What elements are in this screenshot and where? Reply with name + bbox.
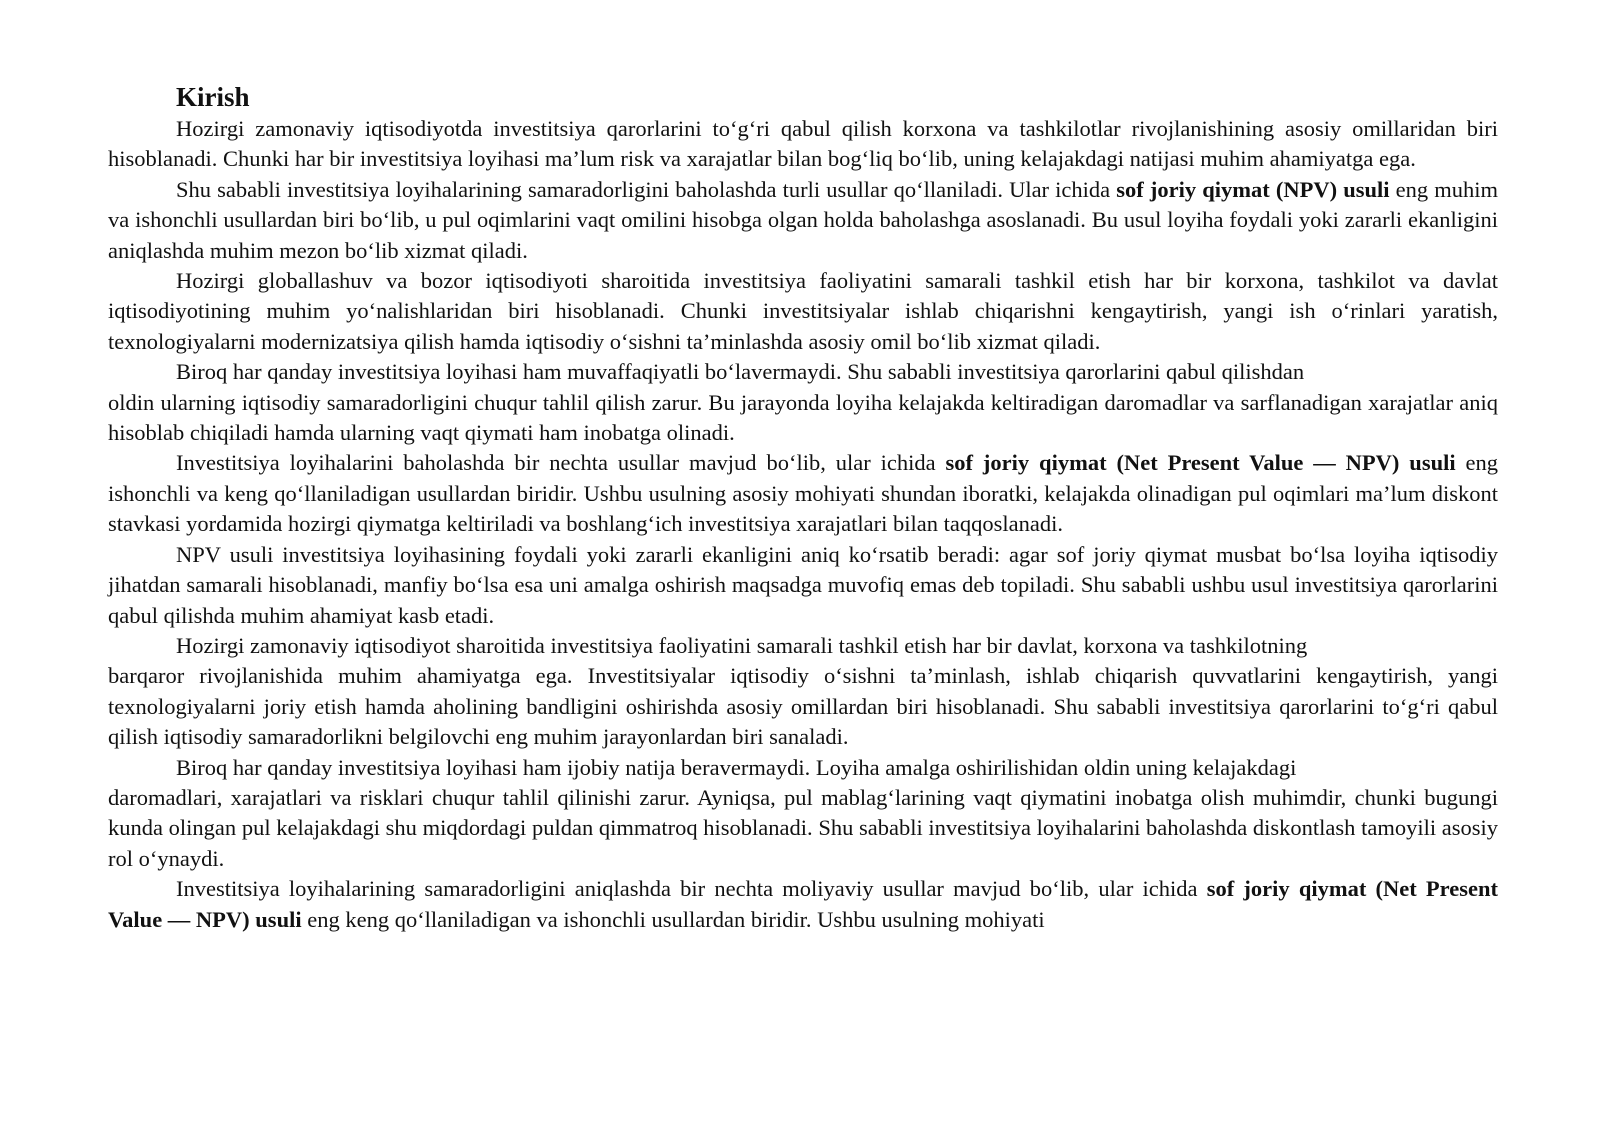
paragraph-9-text-b: eng keng qo‘llaniladigan va ishonchli usullardan biridir. Ushbu usulning mohiyati — [301, 906, 1045, 932]
paragraph-9-text-a: Investitsiya loyihalarining samaradorligini aniqlashda bir nechta moliyaviy usullar mavjud bo‘lib, ular ichida — [176, 876, 1207, 902]
paragraph-5-bold: sof joriy qiymat (Net Present Value — NPV) usuli — [945, 450, 1456, 476]
paragraph-2 — [108, 175, 1498, 266]
paragraph-4-rest: oldin ularning iqtisodiy samaradorligini chuqur tahlil qilish zarur. Bu jarayonda loyiha kelajakda keltiradigan daromadlar va sarflanadigan xarajatlar aniq hisoblab chiqiladi hamda ularning vaqt qiymati ham inobatga olinadi. — [108, 389, 1498, 446]
paragraph-7-rest: barqaror rivojlanishida muhim ahamiyatga ega. Investitsiyalar iqtisodiy o‘sishni ta’minlash, ishlab chiqarish quvvatlarini kengaytirish, yangi texnologiyalarni joriy etish hamda aholining bandligini oshirishda asosiy omillardan biri hisoblanadi. Shu sababli investitsiya qarorlarini to‘g‘ri qabul qilish iqtisodiy samaradorlikni belgilovchi eng muhim jarayonlardan biri sanaladi. — [108, 663, 1498, 750]
section-heading: Kirish — [176, 82, 250, 112]
paragraph-9 — [108, 874, 1498, 935]
paragraph-2-bold: sof joriy qiymat (NPV) usuli — [1116, 176, 1390, 202]
paragraph-2-text-b: eng muhim va ishonchli usullardan biri bo‘lib, u pul oqimlarini vaqt omilini hisobga olgan holda baholashga asoslanadi. Bu usul loyiha foydali yoki zararli ekanligini aniqlashda muhim mezon bo‘lib xizmat qiladi. — [108, 176, 1498, 263]
paragraph-5-text-a: Investitsiya loyihalarini baholashda bir nechta usullar mavjud bo‘lib, ular ichida — [176, 450, 946, 476]
paragraph-1: Hozirgi zamonaviy iqtisodiyotda investitsiya qarorlarini to‘g‘ri qabul qilish korxona va tashkilotlar rivojlanishining asosiy omillaridan biri hisoblanadi. Chunki har bir investitsiya loyihasi ma’lum risk va xarajatlar bilan bog‘liq bo‘lib, uning kelajakdagi natijasi muhim ahamiyatga ega. — [108, 116, 1498, 172]
paragraph-6: NPV usuli investitsiya loyihasining foydali yoki zararli ekanligini aniq ko‘rsatib beradi: agar sof joriy qiymat musbat bo‘lsa loyiha iqtisodiy jihatdan samarali hisoblanadi, manfiy bo‘lsa esa uni amalga oshirish maqsadga muvofiq emas deb topiladi. Shu sababli ushbu usul investitsiya qarorlarini qabul qilishda muhim ahamiyat kasb etadi. — [108, 541, 1498, 628]
paragraph-8-first-line: Biroq har qanday investitsiya loyihasi ham ijobiy natija beravermaydi. Loyiha amalga oshirilishidan oldin uning kelajakdagi — [176, 754, 1297, 780]
paragraph-8-rest: daromadlari, xarajatlari va risklari chuqur tahlil qilinishi zarur. Ayniqsa, pul mablag‘larining vaqt qiymatini inobatga olish muhimdir, chunki bugungi kunda olingan pul kelajakdagi shu miqdordagi puldan qimmatroq hisoblanadi. Shu sababli investitsiya loyihalarini baholashda diskontlash tamoyili asosiy rol o‘ynaydi. — [108, 784, 1498, 871]
paragraph-7-first-line: Hozirgi zamonaviy iqtisodiyot sharoitida investitsiya faoliyatini samarali tashkil etish har bir davlat, korxona va tashkilotning — [176, 632, 1308, 658]
document-page — [108, 80, 1498, 935]
paragraph-9-bold: sof joriy qiymat (Net Present Value — NPV) usuli — [108, 876, 1498, 932]
paragraph-2-text-a: Shu sababli investitsiya loyihalarining samaradorligini baholashda turli usullar qo‘llaniladi. Ular ichida — [176, 176, 1117, 202]
paragraph-5 — [108, 448, 1498, 539]
paragraph-3: Hozirgi globallashuv va bozor iqtisodiyoti sharoitida investitsiya faoliyatini samarali tashkil etish har bir korxona, tashkilot va davlat iqtisodiyotining muhim yo‘nalishlaridan biri hisoblanadi. Chunki investitsiyalar ishlab chiqarishni kengaytirish, yangi ish o‘rinlari yaratish, texnologiyalarni modernizatsiya qilish hamda iqtisodiy o‘sishni ta’minlashda asosiy omil bo‘lib xizmat qiladi. — [108, 268, 1498, 354]
paragraph-4-first-line: Biroq har qanday investitsiya loyihasi ham muvaffaqiyatli bo‘lavermaydi. Shu sababli investitsiya qarorlarini qabul qilishdan — [176, 359, 1305, 385]
paragraph-5-text-b: eng ishonchli va keng qo‘llaniladigan usullardan biridir. Ushbu usulning asosiy mohiyati shundan iboratki, kelajakda olinadigan pul oqimlari ma’lum diskont stavkasi yordamida hozirgi qiymatga keltiriladi va boshlang‘ich investitsiya xarajatlari bilan taqqoslanadi. — [108, 450, 1498, 537]
